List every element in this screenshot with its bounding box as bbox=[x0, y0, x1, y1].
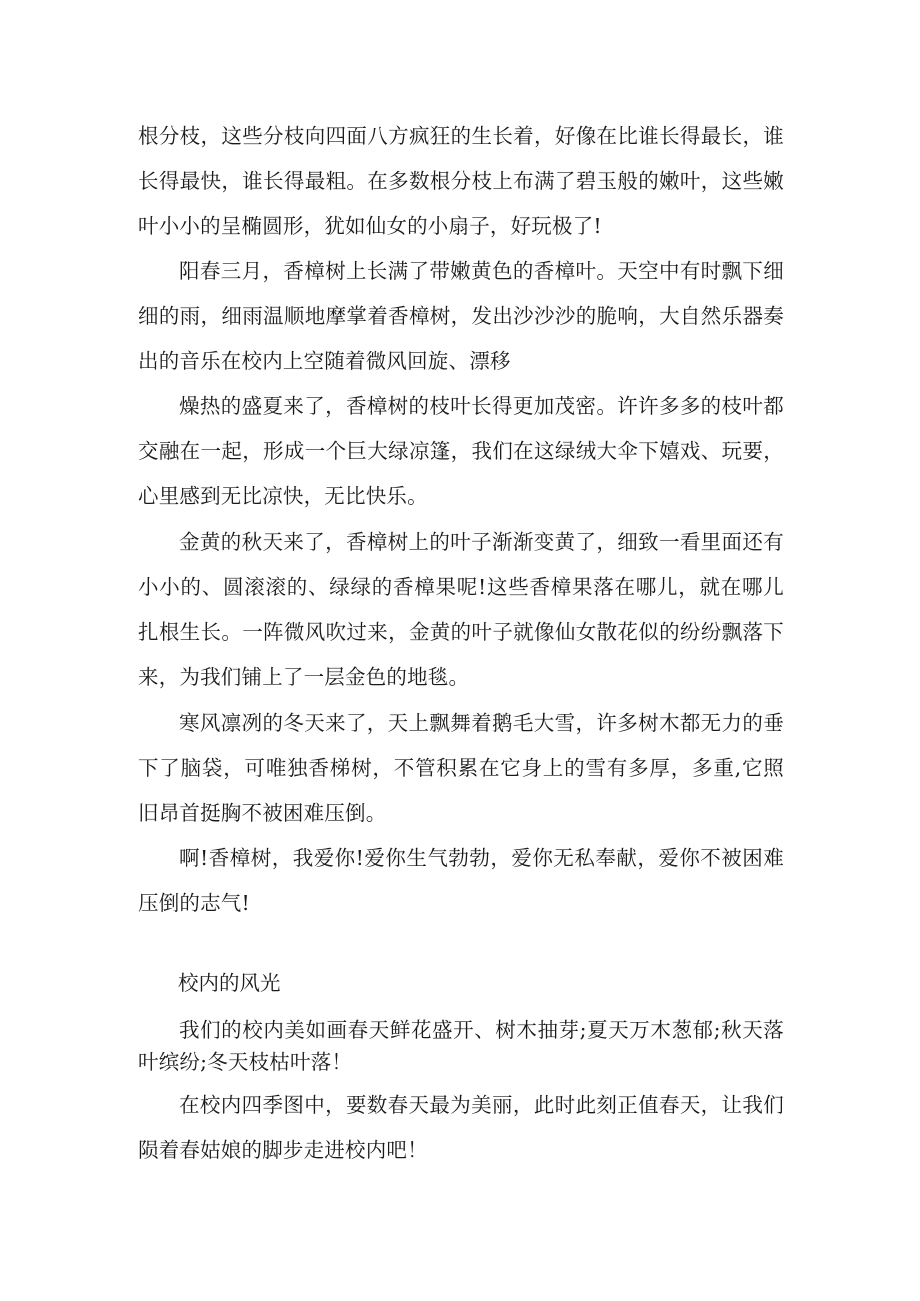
paragraph-autumn: 金黄的秋天来了，香樟树上的叶子渐渐变黄了，细致一看里面还有小小的、圆滚滚的、绿绿的香樟果呢!这些香樟果落在哪儿，就在哪儿扎根生长。一阵微风吹过来，金黄的叶子就像仙女散花似的纷纷飘落下来，为我们铺上了一层金色的地毯。 bbox=[138, 530, 784, 689]
paragraph-love: 啊!香樟树，我爱你!爱你生气勃勃，爱你无私奉献，爱你不被困难压倒的志气! bbox=[138, 846, 784, 915]
paragraph-winter: 寒风凛冽的冬天来了，天上飘舞着鹅毛大雪，许多树木都无力的垂下了脑袋，可唯独香梯树，不管积累在它身上的雪有多厚，多重,它照旧昂首挺胸不被困难压倒。 bbox=[138, 711, 784, 825]
paragraph-campus-spring: 在校内四季图中，要数春天最为美丽，此时此刻正值春天，让我们陨着春姑娘的脚步走进校内吧！ bbox=[138, 1093, 784, 1162]
paragraph-spring: 阳春三月，香樟树上长满了带嫩黄色的香樟叶。天空中有时飘下细细的雨，细雨温顺地摩掌着香樟树，发出沙沙沙的脆响，大自然乐器奏出的音乐在校内上空随着微风回旋、漂移 bbox=[138, 259, 784, 373]
paragraph-summer: 燥热的盛夏来了，香樟树的枝叶长得更加茂密。许许多多的枝叶都交融在一起，形成一个巨大绿凉篷，我们在这绿绒大伞下嬉戏、玩要，心里感到无比凉快，无比快乐。 bbox=[138, 394, 784, 508]
paragraph-campus-seasons: 我们的校内美如画春天鲜花盛开、树木抽芽;夏天万木葱郁;秋天落叶缤纷;冬天枝枯叶落！ bbox=[138, 1018, 784, 1074]
section-title: 校内的风光 bbox=[178, 971, 281, 995]
paragraph-roots: 根分枝，这些分枝向四面八方疯狂的生长着，好像在比谁长得最长，谁长得最快，谁长得最粗。在多数根分枝上布满了碧玉般的嫩叶，这些嫩叶小小的呈椭圆形，犹如仙女的小扇子，好玩极了! bbox=[138, 124, 784, 238]
